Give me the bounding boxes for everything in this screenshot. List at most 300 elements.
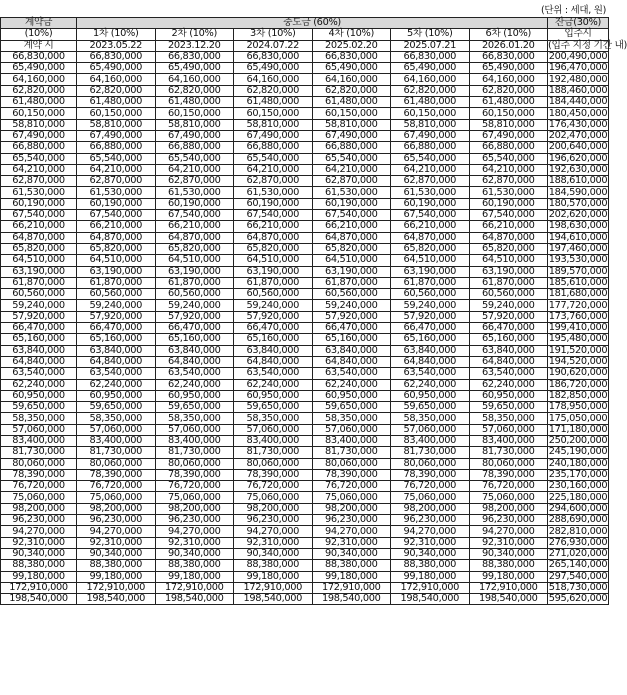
- installment-amount-cell: 65,160,000: [234, 334, 313, 345]
- installment-amount-cell: 57,060,000: [391, 424, 470, 435]
- installment-amount-cell: 65,160,000: [391, 334, 470, 345]
- installment-amount-cell: 62,870,000: [234, 176, 313, 187]
- installment-amount-cell: 57,920,000: [391, 311, 470, 322]
- installment-amount-cell: 63,840,000: [77, 345, 156, 356]
- installment-amount-cell: 78,390,000: [312, 469, 391, 480]
- contract-amount-cell: 65,490,000: [1, 63, 77, 74]
- balance-amount-cell: 595,620,000: [548, 593, 608, 605]
- installment-amount-cell: 78,390,000: [234, 469, 313, 480]
- table-row: [1, 356, 609, 367]
- installment-amount-cell: 66,470,000: [234, 323, 313, 334]
- table-header: [1, 17, 627, 52]
- installment-amount-cell: 78,390,000: [469, 469, 548, 480]
- installment-amount-cell: 65,820,000: [469, 243, 548, 254]
- contract-amount-cell: 75,060,000: [1, 492, 77, 503]
- contract-amount-cell: 67,490,000: [1, 130, 77, 141]
- installment-amount-cell: 64,160,000: [155, 74, 234, 85]
- installment-amount-cell: 64,840,000: [312, 356, 391, 367]
- table-row: [1, 447, 609, 458]
- installment-amount-cell: 65,160,000: [469, 334, 548, 345]
- installment-label: 2차 (10%): [155, 29, 234, 40]
- contract-amount-cell: 59,650,000: [1, 402, 77, 413]
- installment-amount-cell: 57,920,000: [469, 311, 548, 322]
- balance-amount-cell: 189,570,000: [548, 265, 608, 277]
- installment-amount-cell: 65,540,000: [469, 153, 548, 164]
- table-row: [1, 413, 609, 424]
- installment-amount-cell: 61,870,000: [77, 277, 156, 288]
- table-row: [1, 176, 609, 187]
- table-row: [1, 334, 609, 345]
- installment-amount-cell: 80,060,000: [234, 458, 313, 469]
- installment-amount-cell: 198,540,000: [391, 594, 470, 605]
- table-row: [1, 85, 609, 96]
- contract-amount-cell: 60,190,000: [1, 198, 77, 209]
- contract-amount-cell: 76,720,000: [1, 481, 77, 492]
- table-row: [1, 582, 609, 593]
- balance-sub: 입주시: [548, 29, 609, 40]
- installment-amount-cell: 92,310,000: [155, 537, 234, 548]
- contract-amount-cell: 90,340,000: [1, 548, 77, 559]
- installment-amount-cell: 62,240,000: [77, 379, 156, 390]
- installment-amount-cell: 61,480,000: [77, 97, 156, 108]
- installment-amount-cell: 99,180,000: [77, 571, 156, 582]
- installment-amount-cell: 62,240,000: [155, 379, 234, 390]
- balance-amount-cell: 202,470,000: [548, 130, 608, 142]
- installment-amount-cell: 60,950,000: [234, 390, 313, 401]
- contract-amount-cell: 59,240,000: [1, 300, 77, 311]
- table-row: [1, 97, 609, 108]
- table-row: [1, 300, 609, 311]
- balance-amount-cell: 194,610,000: [548, 231, 608, 243]
- balance-amount-cell: 193,530,000: [548, 254, 608, 266]
- installment-amount-cell: 62,870,000: [312, 176, 391, 187]
- balance-amount-cell: 181,680,000: [548, 288, 608, 300]
- balance-amount-cell: 192,630,000: [548, 164, 608, 175]
- balance-amount-cell: 197,460,000: [548, 243, 608, 255]
- contract-amount-cell: 83,400,000: [1, 435, 77, 446]
- contract-amount-cell: 57,920,000: [1, 311, 77, 322]
- installment-amount-cell: 57,920,000: [155, 311, 234, 322]
- installment-amount-cell: 66,880,000: [155, 142, 234, 153]
- installment-amount-cell: 88,380,000: [391, 560, 470, 571]
- balance-amount-cell: 230,160,000: [548, 480, 608, 492]
- installment-amount-cell: 66,830,000: [391, 51, 470, 62]
- contract-amount-cell: 65,160,000: [1, 334, 77, 345]
- installment-amount-cell: 83,400,000: [469, 435, 548, 446]
- installment-amount-cell: 66,830,000: [77, 51, 156, 62]
- installment-amount-cell: 60,150,000: [77, 108, 156, 119]
- contract-amount-cell: 63,540,000: [1, 368, 77, 379]
- installment-amount-cell: 172,910,000: [469, 582, 548, 593]
- balance-amount-cell: 190,620,000: [548, 367, 608, 379]
- installment-amount-cell: 58,350,000: [234, 413, 313, 424]
- installment-amount-cell: 92,310,000: [391, 537, 470, 548]
- contract-amount-cell: 66,830,000: [1, 51, 77, 62]
- installment-amount-cell: 64,870,000: [155, 232, 234, 243]
- installment-amount-cell: 94,270,000: [312, 526, 391, 537]
- installment-amount-cell: 172,910,000: [77, 582, 156, 593]
- installment-amount-cell: 81,730,000: [312, 447, 391, 458]
- contract-amount-cell: 65,540,000: [1, 153, 77, 164]
- installment-label: 3차 (10%): [234, 29, 313, 40]
- installment-amount-cell: 57,920,000: [312, 311, 391, 322]
- balance-amount-cell: 288,690,000: [548, 514, 608, 526]
- installment-amount-cell: 67,490,000: [312, 130, 391, 141]
- installment-amount-cell: 66,470,000: [77, 323, 156, 334]
- installment-amount-cell: 61,870,000: [312, 277, 391, 288]
- installment-amount-cell: 65,540,000: [155, 153, 234, 164]
- balance-amount-cell: 188,460,000: [548, 84, 608, 96]
- installment-amount-cell: 61,480,000: [469, 97, 548, 108]
- installment-amount-cell: 90,340,000: [77, 548, 156, 559]
- contract-amount-cell: 78,390,000: [1, 469, 77, 480]
- installment-label: 4차 (10%): [312, 29, 391, 40]
- installment-amount-cell: 96,230,000: [312, 515, 391, 526]
- installment-amount-cell: 63,190,000: [234, 266, 313, 277]
- balance-amount-cell: 518,730,000: [548, 581, 608, 593]
- installment-amount-cell: 172,910,000: [155, 582, 234, 593]
- contract-amount-cell: 62,870,000: [1, 176, 77, 187]
- balance-amount-cell: 196,470,000: [548, 62, 608, 74]
- contract-amount-cell: 64,840,000: [1, 356, 77, 367]
- table-row: [1, 435, 609, 446]
- table-row: [1, 469, 609, 480]
- balance-amount-cell: 195,480,000: [548, 333, 608, 345]
- balance-amount-cell: 177,720,000: [548, 299, 608, 311]
- installment-amount-cell: 60,950,000: [77, 390, 156, 401]
- installment-amount-cell: 81,730,000: [234, 447, 313, 458]
- installment-amount-cell: 67,490,000: [155, 130, 234, 141]
- installment-amount-cell: 67,490,000: [234, 130, 313, 141]
- contract-amount-cell: 64,160,000: [1, 74, 77, 85]
- contract-amount-cell: 96,230,000: [1, 515, 77, 526]
- installment-amount-cell: 61,480,000: [155, 97, 234, 108]
- table-row: [1, 503, 609, 514]
- installment-amount-cell: 80,060,000: [469, 458, 548, 469]
- installment-amount-cell: 198,540,000: [312, 594, 391, 605]
- installment-amount-cell: 59,650,000: [391, 402, 470, 413]
- installment-amount-cell: 60,150,000: [155, 108, 234, 119]
- installment-amount-cell: 98,200,000: [312, 503, 391, 514]
- installment-amount-cell: 80,060,000: [77, 458, 156, 469]
- contract-pct: (10%): [1, 29, 77, 40]
- balance-amount-cell: 282,810,000: [548, 525, 608, 537]
- installment-amount-cell: 58,810,000: [312, 119, 391, 130]
- installment-amount-cell: 67,540,000: [77, 210, 156, 221]
- installment-amount-cell: 58,810,000: [391, 119, 470, 130]
- balance-amount-cell: 185,610,000: [548, 276, 608, 288]
- balance-amount-cell: 171,180,000: [548, 423, 608, 435]
- balance-amount-cell: 200,490,000: [548, 51, 608, 63]
- balance-amount-cell: 225,180,000: [548, 491, 608, 503]
- installment-amount-cell: 66,210,000: [469, 221, 548, 232]
- table-row: [1, 345, 609, 356]
- installment-amount-cell: 59,240,000: [391, 300, 470, 311]
- installment-amount-cell: 64,160,000: [312, 74, 391, 85]
- installment-amount-cell: 76,720,000: [234, 481, 313, 492]
- installment-amount-cell: 99,180,000: [155, 571, 234, 582]
- contract-amount-cell: 67,540,000: [1, 210, 77, 221]
- balance-amount-cell: 173,760,000: [548, 310, 608, 322]
- balance-amount-cell: 297,540,000: [548, 570, 608, 582]
- table-row: [1, 492, 609, 503]
- installment-amount-cell: 65,540,000: [234, 153, 313, 164]
- installment-amount-cell: 59,240,000: [234, 300, 313, 311]
- installment-amount-cell: 61,530,000: [391, 187, 470, 198]
- contract-amount-cell: 62,820,000: [1, 85, 77, 96]
- installment-amount-cell: 81,730,000: [77, 447, 156, 458]
- balance-amount-cell: 294,600,000: [548, 502, 608, 514]
- installment-amount-cell: 64,160,000: [234, 74, 313, 85]
- installment-amount-cell: 64,510,000: [77, 255, 156, 266]
- table-row: [1, 548, 609, 559]
- installment-amount-cell: 60,150,000: [234, 108, 313, 119]
- installment-amount-cell: 60,950,000: [391, 390, 470, 401]
- table-row: [1, 311, 609, 322]
- installment-amount-cell: 64,870,000: [391, 232, 470, 243]
- installment-amount-cell: 66,880,000: [77, 142, 156, 153]
- installment-amount-cell: 64,160,000: [391, 74, 470, 85]
- installment-amount-cell: 60,560,000: [77, 289, 156, 300]
- installment-amount-cell: 62,240,000: [234, 379, 313, 390]
- installment-amount-cell: 83,400,000: [155, 435, 234, 446]
- table-row: [1, 481, 609, 492]
- installment-amount-cell: 81,730,000: [391, 447, 470, 458]
- balance-amount-cell: 188,610,000: [548, 175, 608, 187]
- installment-amount-cell: 62,870,000: [469, 176, 548, 187]
- contract-amount-cell: 60,560,000: [1, 289, 77, 300]
- installment-amount-cell: 60,560,000: [234, 289, 313, 300]
- table-row: [1, 74, 609, 85]
- installment-amount-cell: 75,060,000: [312, 492, 391, 503]
- installment-amount-cell: 60,560,000: [469, 289, 548, 300]
- installment-amount-cell: 90,340,000: [391, 548, 470, 559]
- installment-amount-cell: 57,060,000: [234, 424, 313, 435]
- installment-amount-cell: 60,150,000: [312, 108, 391, 119]
- installment-amount-cell: 67,490,000: [391, 130, 470, 141]
- installment-amount-cell: 65,490,000: [312, 63, 391, 74]
- installment-amount-cell: 66,470,000: [155, 323, 234, 334]
- installment-amount-cell: 172,910,000: [234, 582, 313, 593]
- installment-amount-cell: 60,150,000: [469, 108, 548, 119]
- installment-amount-cell: 65,490,000: [77, 63, 156, 74]
- contract-amount-cell: 80,060,000: [1, 458, 77, 469]
- installment-amount-cell: 90,340,000: [234, 548, 313, 559]
- installment-amount-cell: 98,200,000: [155, 503, 234, 514]
- installment-amount-cell: 61,480,000: [234, 97, 313, 108]
- installment-amount-cell: 61,530,000: [469, 187, 548, 198]
- installment-amount-cell: 83,400,000: [234, 435, 313, 446]
- installment-amount-cell: 63,540,000: [234, 368, 313, 379]
- installment-amount-cell: 76,720,000: [391, 481, 470, 492]
- contract-amount-cell: 61,480,000: [1, 97, 77, 108]
- installment-amount-cell: 57,060,000: [312, 424, 391, 435]
- table-row: [1, 164, 609, 175]
- installment-amount-cell: 62,240,000: [391, 379, 470, 390]
- installment-amount-cell: 66,880,000: [469, 142, 548, 153]
- installment-amount-cell: 94,270,000: [234, 526, 313, 537]
- installment-amount-cell: 198,540,000: [469, 594, 548, 605]
- installment-amount-cell: 92,310,000: [312, 537, 391, 548]
- installment-amount-cell: 59,240,000: [77, 300, 156, 311]
- installment-amount-cell: 80,060,000: [312, 458, 391, 469]
- installment-amount-cell: 66,880,000: [312, 142, 391, 153]
- installment-amount-cell: 63,540,000: [391, 368, 470, 379]
- installment-amount-cell: 64,870,000: [312, 232, 391, 243]
- installment-amount-cell: 65,490,000: [391, 63, 470, 74]
- installment-amount-cell: 65,160,000: [312, 334, 391, 345]
- installment-amount-cell: 64,840,000: [469, 356, 548, 367]
- installment-amount-cell: 64,160,000: [77, 74, 156, 85]
- installment-amount-cell: 63,190,000: [391, 266, 470, 277]
- balance-amount-cell: 184,590,000: [548, 186, 608, 198]
- installment-amount-cell: 66,210,000: [234, 221, 313, 232]
- installment-amount-cell: 58,350,000: [312, 413, 391, 424]
- installment-amount-cell: 63,190,000: [312, 266, 391, 277]
- contract-amount-cell: 64,870,000: [1, 232, 77, 243]
- installment-amount-cell: 59,650,000: [234, 402, 313, 413]
- installment-amount-cell: 198,540,000: [77, 594, 156, 605]
- installment-amount-cell: 66,470,000: [391, 323, 470, 334]
- balance-amount-cell: 182,850,000: [548, 389, 608, 401]
- balance-amount-cell: 178,950,000: [548, 401, 608, 413]
- contract-header: 계약금: [1, 18, 77, 29]
- installment-amount-cell: 60,190,000: [469, 198, 548, 209]
- contract-amount-cell: 88,380,000: [1, 560, 77, 571]
- installment-amount-cell: 60,150,000: [391, 108, 470, 119]
- installment-amount-cell: 58,810,000: [77, 119, 156, 130]
- installment-amount-cell: 83,400,000: [77, 435, 156, 446]
- table-row: [1, 379, 609, 390]
- installment-amount-cell: 92,310,000: [77, 537, 156, 548]
- table-row: [1, 51, 609, 62]
- table-row: [1, 153, 609, 164]
- balance-amount-cell: 271,020,000: [548, 548, 608, 560]
- installment-amount-cell: 75,060,000: [77, 492, 156, 503]
- installment-amount-cell: 88,380,000: [234, 560, 313, 571]
- installment-amount-cell: 57,920,000: [234, 311, 313, 322]
- balance-amount-cell: 196,620,000: [548, 152, 608, 164]
- installment-amount-cell: 67,540,000: [234, 210, 313, 221]
- installment-amount-cell: 60,190,000: [77, 198, 156, 209]
- installment-amount-cell: 63,190,000: [155, 266, 234, 277]
- installment-amount-cell: 58,350,000: [469, 413, 548, 424]
- installment-date: 2026.01.20: [469, 40, 548, 51]
- installment-amount-cell: 66,470,000: [469, 323, 548, 334]
- installment-amount-cell: 172,910,000: [312, 582, 391, 593]
- installment-amount-cell: 61,480,000: [312, 97, 391, 108]
- installment-amount-cell: 62,820,000: [469, 85, 548, 96]
- contract-amount-cell: 64,210,000: [1, 164, 77, 175]
- balance-amount-cell: 245,190,000: [548, 446, 608, 458]
- installment-amount-cell: 75,060,000: [155, 492, 234, 503]
- installment-amount-cell: 76,720,000: [312, 481, 391, 492]
- installment-amount-cell: 75,060,000: [391, 492, 470, 503]
- installment-amount-cell: 59,650,000: [469, 402, 548, 413]
- installment-amount-cell: 65,820,000: [155, 243, 234, 254]
- installment-amount-cell: 63,840,000: [469, 345, 548, 356]
- balance-amount-cell: 180,450,000: [548, 107, 608, 119]
- balance-when: (입주 지정 기간 내): [548, 39, 627, 51]
- installment-amount-cell: 88,380,000: [312, 560, 391, 571]
- balance-header: 잔금(30%): [548, 18, 609, 29]
- installment-amount-cell: 58,350,000: [155, 413, 234, 424]
- installment-amount-cell: 61,870,000: [469, 277, 548, 288]
- installment-amount-cell: 94,270,000: [77, 526, 156, 537]
- installment-amount-cell: 63,190,000: [77, 266, 156, 277]
- installment-amount-cell: 198,540,000: [155, 594, 234, 605]
- installment-amount-cell: 60,190,000: [234, 198, 313, 209]
- installment-amount-cell: 64,510,000: [155, 255, 234, 266]
- installment-amount-cell: 61,870,000: [155, 277, 234, 288]
- installment-amount-cell: 80,060,000: [391, 458, 470, 469]
- installment-amount-cell: 62,240,000: [469, 379, 548, 390]
- installment-amount-cell: 172,910,000: [391, 582, 470, 593]
- installment-amount-cell: 81,730,000: [155, 447, 234, 458]
- table-body: [1, 51, 609, 605]
- installment-amount-cell: 61,530,000: [77, 187, 156, 198]
- table-row: [1, 119, 609, 130]
- contract-amount-cell: 58,810,000: [1, 119, 77, 130]
- installment-amount-cell: 63,840,000: [312, 345, 391, 356]
- installment-amount-cell: 99,180,000: [234, 571, 313, 582]
- installment-amount-cell: 66,470,000: [312, 323, 391, 334]
- installment-amount-cell: 67,490,000: [77, 130, 156, 141]
- installment-amount-cell: 76,720,000: [155, 481, 234, 492]
- installment-amount-cell: 63,540,000: [77, 368, 156, 379]
- table-row: [1, 232, 609, 243]
- installment-amount-cell: 81,730,000: [469, 447, 548, 458]
- installment-amount-cell: 65,540,000: [312, 153, 391, 164]
- installment-amount-cell: 76,720,000: [469, 481, 548, 492]
- installment-amount-cell: 78,390,000: [155, 469, 234, 480]
- contract-amount-cell: 61,530,000: [1, 187, 77, 198]
- contract-amount-cell: 98,200,000: [1, 503, 77, 514]
- installment-amount-cell: 96,230,000: [155, 515, 234, 526]
- installment-amount-cell: 90,340,000: [155, 548, 234, 559]
- installment-amount-cell: 65,490,000: [469, 63, 548, 74]
- installment-amount-cell: 65,540,000: [77, 153, 156, 164]
- installment-amount-cell: 64,160,000: [469, 74, 548, 85]
- balance-amount-cell: 276,930,000: [548, 536, 608, 548]
- table-row: [1, 368, 609, 379]
- installment-amount-cell: 64,510,000: [469, 255, 548, 266]
- table-row: [1, 142, 609, 153]
- installment-amount-cell: 66,830,000: [312, 51, 391, 62]
- installment-amount-cell: 64,870,000: [469, 232, 548, 243]
- installment-amount-cell: 61,530,000: [312, 187, 391, 198]
- table-row: [1, 243, 609, 254]
- installment-amount-cell: 80,060,000: [155, 458, 234, 469]
- installment-amount-cell: 65,820,000: [391, 243, 470, 254]
- installment-amount-cell: 65,820,000: [234, 243, 313, 254]
- balance-amount-cell: 191,520,000: [548, 344, 608, 356]
- installment-amount-cell: 64,210,000: [312, 164, 391, 175]
- installment-amount-cell: 61,480,000: [391, 97, 470, 108]
- installment-amount-cell: 60,950,000: [312, 390, 391, 401]
- installment-amount-cell: 63,540,000: [155, 368, 234, 379]
- installment-amount-cell: 64,840,000: [391, 356, 470, 367]
- installment-amount-cell: 64,210,000: [77, 164, 156, 175]
- table-row: [1, 210, 609, 221]
- installment-amount-cell: 65,160,000: [155, 334, 234, 345]
- installment-date: 2025.07.21: [391, 40, 470, 51]
- installment-amount-cell: 58,810,000: [234, 119, 313, 130]
- installment-amount-cell: 96,230,000: [234, 515, 313, 526]
- balance-amount-cell: 184,440,000: [548, 96, 608, 108]
- installment-amount-cell: 78,390,000: [77, 469, 156, 480]
- installment-amount-cell: 98,200,000: [77, 503, 156, 514]
